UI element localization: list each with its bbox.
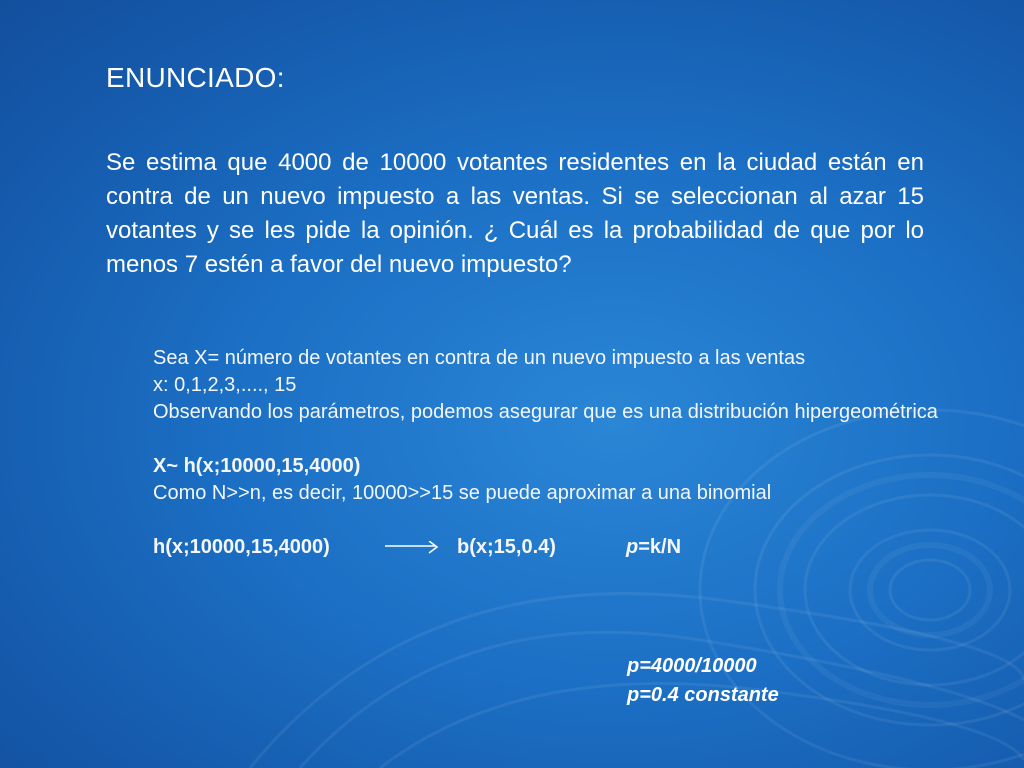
p-formula: =k/N [638, 536, 682, 558]
problem-statement: Se estima que 4000 de 10000 votantes residentes en la ciudad están en contra de un nuevo impuesto a las ventas. Si se seleccionan al azar 15 votantes y se les pide la opinión. ¿ Cuál es la probabilidad de que por lo menos 7 estén a favor del nuevo impuesto? [106, 149, 924, 278]
p-symbol: p [626, 536, 639, 558]
approximation-row [153, 534, 949, 561]
solution-block [153, 345, 949, 561]
p-calculation: p=4000/10000 [627, 655, 757, 677]
slide-title: ENUNCIADO: [106, 62, 285, 93]
p-constant-value: p=0.4 constante [627, 684, 779, 706]
binomial-approximation-note: Como N>>n, es decir, 10000>>15 se puede aproximar a una binomial [153, 482, 772, 504]
hypergeometric-distribution: X~ h(x;10000,15,4000) [153, 455, 361, 477]
variable-definition: Sea X= número de votantes en contra de un nuevo impuesto a las ventas [153, 347, 806, 369]
variable-domain: x: 0,1,2,3,...., 15 [153, 374, 297, 396]
hypergeometric-expression: h(x;10000,15,4000) [153, 536, 330, 558]
distribution-observation: Observando los parámetros, podemos asegurar que es una distribución hipergeométrica [153, 401, 938, 423]
arrow-right-icon [385, 541, 441, 555]
p-definition [626, 534, 681, 561]
binomial-expression: b(x;15,0.4) [457, 536, 556, 558]
